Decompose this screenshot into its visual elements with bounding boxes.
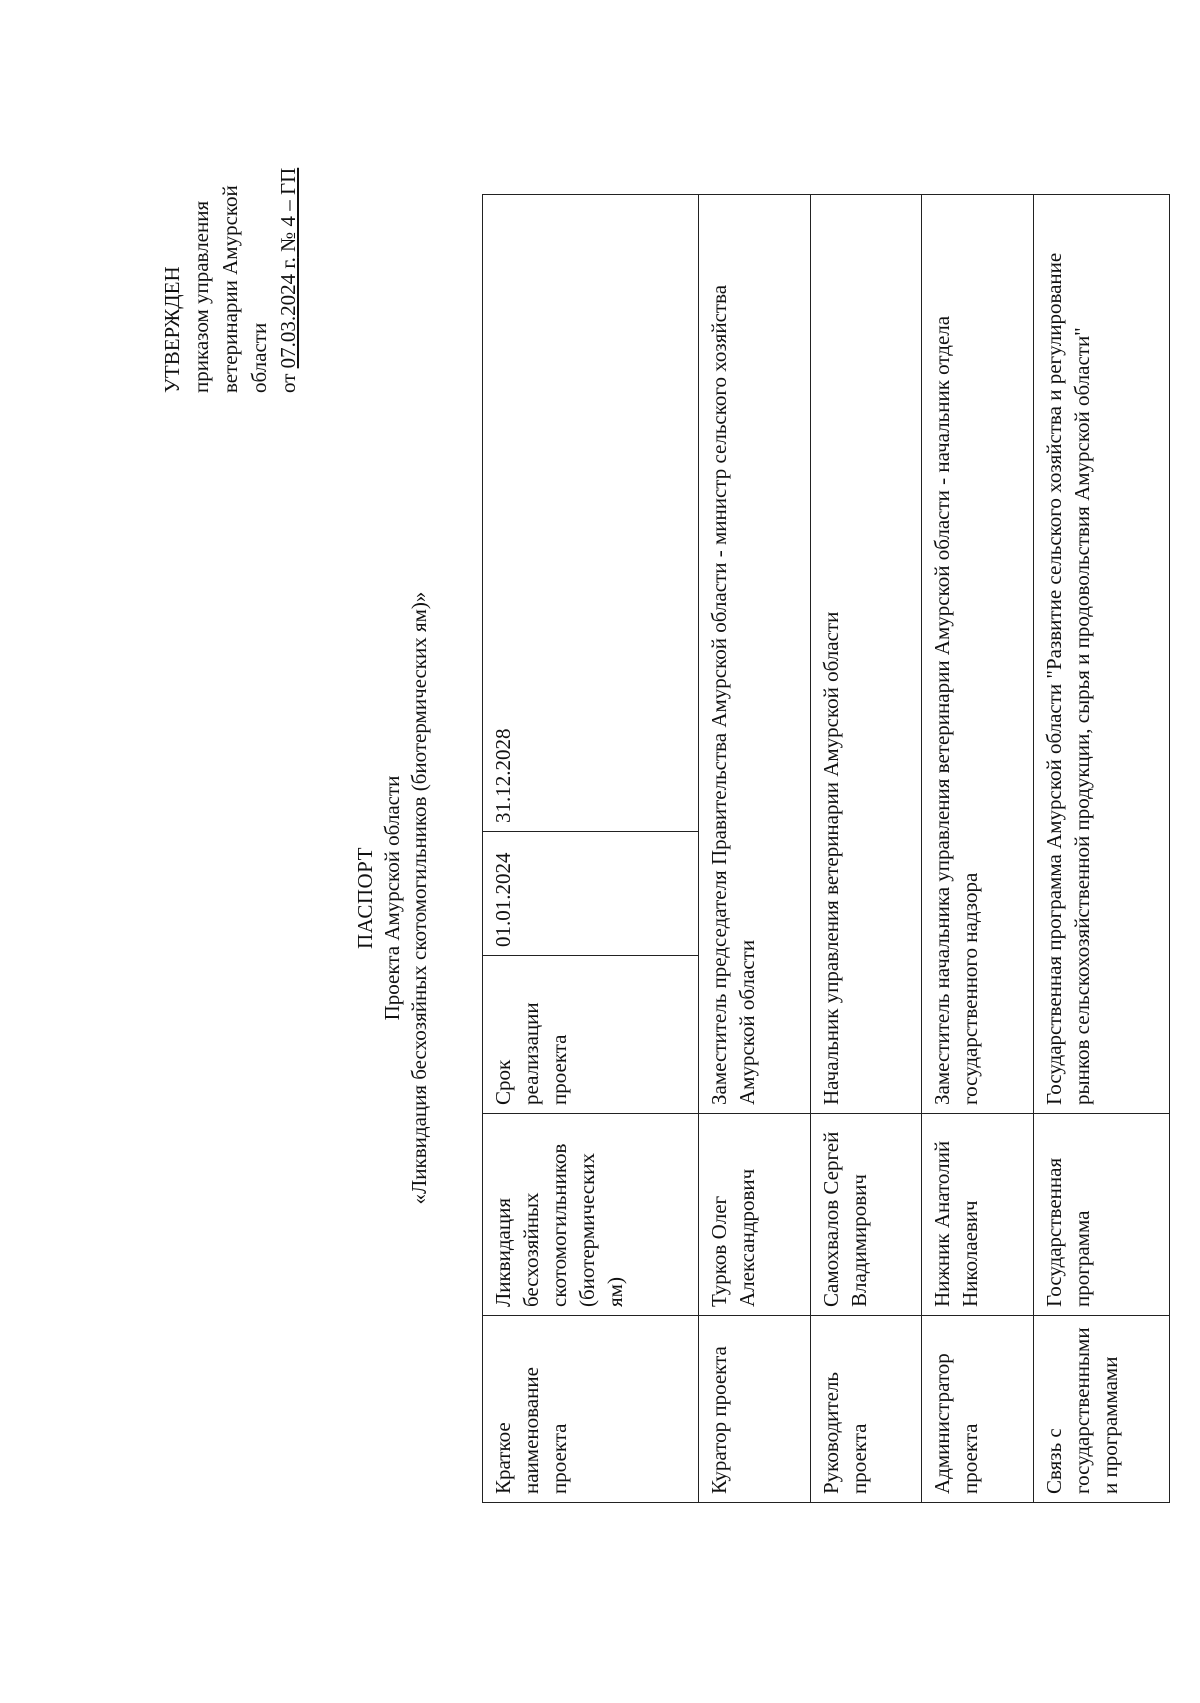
approval-number: № 4 – ГП: [276, 167, 300, 258]
administrator-position: Заместитель начальника управления ветеринарии Амурской области - начальник отдела государственного надзора: [922, 195, 1034, 1114]
table-row: [922, 195, 1034, 1503]
approval-heading: УТВЕРЖДЕН: [160, 266, 184, 393]
curator-position: Заместитель председателя Правительства Амурской области - министр сельского хозяйства Амурской области: [699, 195, 811, 1114]
table-row: [810, 195, 922, 1503]
row-label-short-name: Краткое наименование проекта: [483, 1316, 699, 1503]
table-row: [1033, 195, 1169, 1503]
approval-line: ветеринарии Амурской: [218, 185, 242, 393]
row-label-administrator: Администратор проекта: [922, 1316, 1034, 1503]
program-type: Государственная программа: [1033, 1114, 1169, 1316]
row-label-programs: Связь с государственными и программами: [1033, 1316, 1169, 1503]
curator-name: Турков Олег Александрович: [699, 1114, 811, 1316]
title-project-name: «Ликвидация бесхозяйных скотомогильников (биотермических ям)»: [407, 591, 431, 1205]
head-position: Начальник управления ветеринарии Амурской области: [810, 195, 922, 1114]
approval-date-prefix: от: [276, 368, 300, 393]
term-start: 01.01.2024: [483, 832, 699, 956]
head-name: Самохвалов Сергей Владимирович: [810, 1114, 922, 1316]
document-title: [352, 373, 433, 1423]
approval-date-line: [274, 73, 303, 393]
title-subtitle: Проекта Амурской области: [380, 775, 404, 1021]
passport-table: [482, 194, 1170, 1503]
title-passport: ПАСПОРТ: [353, 847, 377, 949]
term-label: Срок реализации проекта: [483, 956, 699, 1114]
approval-line: приказом управления: [189, 200, 213, 393]
term-end: 31.12.2028: [483, 195, 699, 832]
row-label-curator: Куратор проекта: [699, 1316, 811, 1503]
approval-stamp: [158, 73, 303, 393]
project-short-name: Ликвидация бесхозяйных скотомогильников (биотермических ям): [483, 1114, 699, 1316]
administrator-name: Нижник Анатолий Николаевич: [922, 1114, 1034, 1316]
row-label-head: Руководитель проекта: [810, 1316, 922, 1503]
table-row: [483, 195, 699, 1503]
approval-date: 07.03.2024 г.: [276, 257, 300, 369]
approval-line: области: [247, 322, 271, 393]
table-row: [699, 195, 811, 1503]
program-name: Государственная программа Амурской области "Развитие сельского хозяйства и регулирование рынков сельскохозяйственной продукции, сырья и продовольствия Амурской области": [1033, 195, 1169, 1114]
